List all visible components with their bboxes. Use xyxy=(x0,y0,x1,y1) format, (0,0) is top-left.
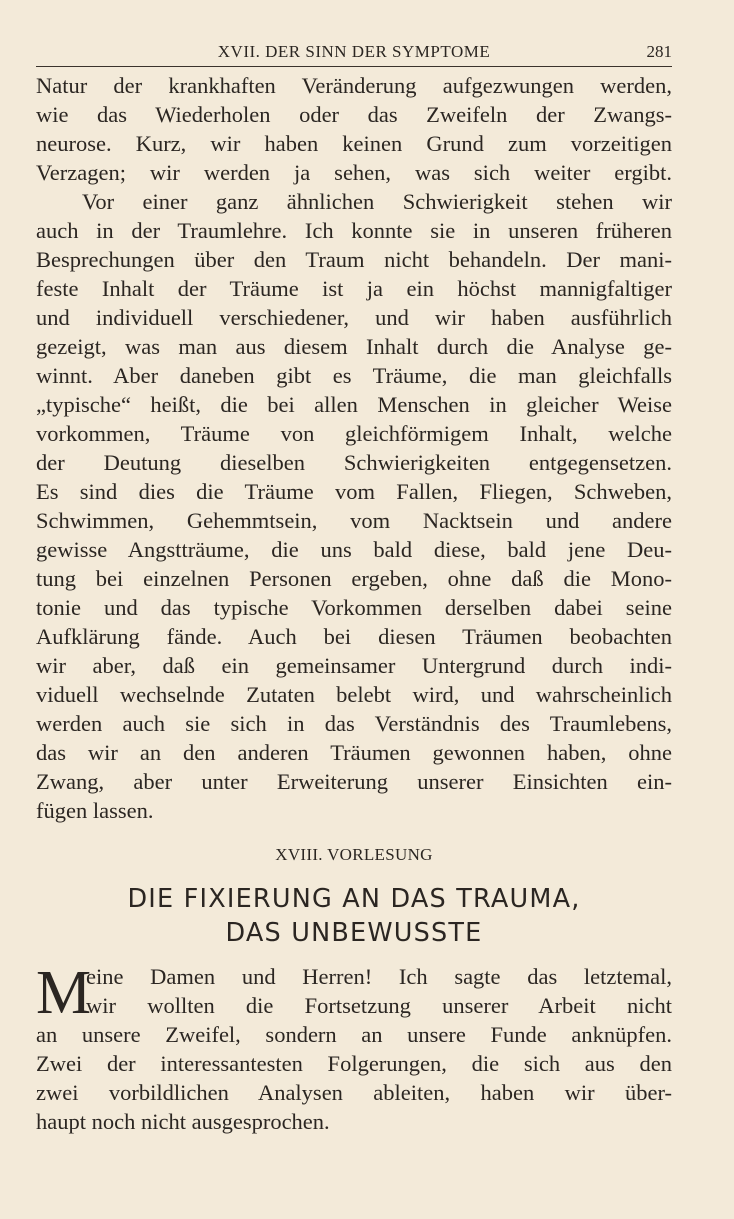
text-line: fügen lassen. xyxy=(36,798,154,823)
text-line: Aufklärung fände. Auch bei diesen Träumen beobachten xyxy=(36,624,672,649)
text-line: werden auch sie sich in das Verständnis des Traumlebens, xyxy=(36,711,672,736)
text-line: zwei vorbildlichen Analysen ableiten, haben wir über- xyxy=(36,1080,672,1105)
running-header xyxy=(36,40,672,67)
text-line: „typische“ heißt, die bei allen Menschen in gleicher Weise xyxy=(36,392,672,417)
chapter-title-line: DIE FIXIERUNG AN DAS TRAUMA, xyxy=(127,884,581,914)
body-text xyxy=(36,71,672,825)
text-line: vorkommen, Träume von gleichförmigem Inhalt, welche xyxy=(36,421,672,446)
text-line: Zwang, aber unter Erweiterung unserer Einsichten ein- xyxy=(36,769,672,794)
text-line: der Deutung dieselben Schwierigkeiten entgegensetzen. xyxy=(36,450,672,475)
lecture-label: XVIII. VORLESUNG xyxy=(275,845,433,864)
opening-lines xyxy=(36,959,672,1136)
text-line: winnt. Aber daneben gibt es Träume, die man gleichfalls xyxy=(36,363,672,388)
chapter-title-line: DAS UNBEWUSSTE xyxy=(225,918,483,948)
text-line: an unsere Zweifel, sondern an unsere Funde anknüpfen. xyxy=(36,1022,672,1047)
text-line: eine Damen und Herren! Ich sagte das letztemal, xyxy=(86,964,672,989)
opening-paragraph xyxy=(36,959,672,1136)
text-line: und individuell verschiedener, und wir haben ausführlich xyxy=(36,305,672,330)
text-line: wir wollten die Fortsetzung unserer Arbeit nicht xyxy=(86,993,672,1018)
text-line: Verzagen; wir werden ja sehen, was sich weiter ergibt. xyxy=(36,160,672,185)
page-number: 281 xyxy=(646,42,672,61)
drop-cap: M xyxy=(36,959,92,1027)
text-line: Besprechungen über den Traum nicht behandeln. Der mani- xyxy=(36,247,672,272)
text-line: neurose. Kurz, wir haben keinen Grund zum vorzeitigen xyxy=(36,131,672,156)
text-line: tonie und das typische Vorkommen derselben dabei seine xyxy=(36,595,672,620)
running-title: XVII. DER SINN DER SYMPTOME xyxy=(217,42,491,61)
chapter-title xyxy=(36,882,672,950)
text-line: Natur der krankhaften Veränderung aufgezwungen werden, xyxy=(36,73,672,98)
text-line: gewisse Angstträume, die uns bald diese, bald jene Deu- xyxy=(36,537,672,562)
text-line: feste Inhalt der Träume ist ja ein höchst mannigfaltiger xyxy=(36,276,672,301)
text-line: Vor einer ganz ähnlichen Schwierigkeit stehen wir xyxy=(82,189,672,214)
text-line: viduell wechselnde Zutaten belebt wird, und wahrscheinlich xyxy=(36,682,672,707)
text-line: das wir an den anderen Träumen gewonnen haben, ohne xyxy=(36,740,672,765)
text-line: wir aber, daß ein gemeinsamer Untergrund durch indi- xyxy=(36,653,672,678)
text-line: tung bei einzelnen Personen ergeben, ohne daß die Mono- xyxy=(36,566,672,591)
text-line: Es sind dies die Träume vom Fallen, Fliegen, Schweben, xyxy=(36,479,672,504)
text-line: Schwimmen, Gehemmtsein, vom Nacktsein und andere xyxy=(36,508,672,533)
text-line: wie das Wiederholen oder das Zweifeln der Zwangs- xyxy=(36,102,672,127)
text-line: gezeigt, was man aus diesem Inhalt durch die Analyse ge- xyxy=(36,334,672,359)
text-line: Zwei der interessantesten Folgerungen, die sich aus den xyxy=(36,1051,672,1076)
text-line: haupt noch nicht ausgesprochen. xyxy=(36,1109,330,1134)
text-line: auch in der Traumlehre. Ich konnte sie in unseren früheren xyxy=(36,218,672,243)
